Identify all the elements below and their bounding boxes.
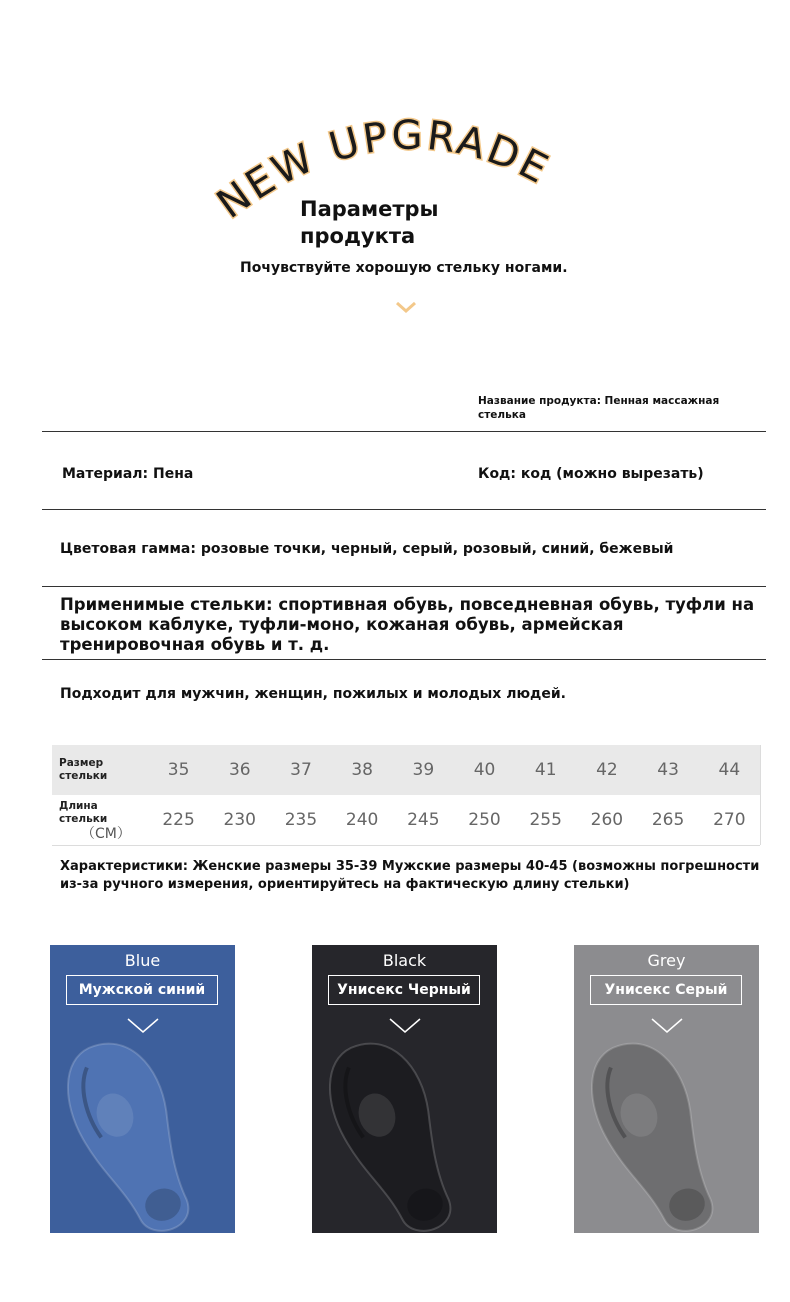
length-cell: 250: [454, 795, 515, 846]
divider: [42, 586, 766, 587]
notes-text: Характеристики: Женские размеры 35-39 Мужские размеры 40-45 (возможны погрешности из-за ручного измерения, ориентируйтесь на фактическую длину стельки): [60, 859, 760, 892]
divider: [42, 431, 766, 432]
divider: [42, 509, 766, 510]
applicable-text: Применимые стельки: спортивная обувь, повседневная обувь, туфли на высоком каблуке, туфли-моно, кожаная обувь, армейская тренировочная обувь и т. д.: [60, 595, 755, 654]
length-cell: 245: [393, 795, 454, 846]
divider: [42, 659, 766, 660]
size-table: [52, 745, 760, 846]
length-label: [52, 795, 148, 846]
color-label: Унисекс Серый: [590, 975, 742, 1005]
size-cell: 35: [148, 745, 209, 795]
insole-image: [312, 1030, 497, 1233]
size-cell: 40: [454, 745, 515, 795]
length-unit: （CM）: [81, 825, 131, 842]
color-label: Унисекс Черный: [328, 975, 480, 1005]
length-cell: 270: [699, 795, 760, 846]
color-label: Мужской синий: [66, 975, 218, 1005]
suitable-text: Подходит для мужчин, женщин, пожилых и молодых людей.: [60, 686, 566, 702]
size-cell: 36: [209, 745, 270, 795]
color-card-black: [312, 945, 497, 1233]
arc-title-text: NEW UPGRADE: [208, 112, 558, 228]
size-cell: 43: [638, 745, 699, 795]
length-cell: 240: [332, 795, 393, 846]
code-text: Код: код (можно вырезать): [478, 466, 704, 482]
insole-image: [574, 1030, 759, 1233]
length-cell: 265: [638, 795, 699, 846]
color-card-grey: [574, 945, 759, 1233]
color-range-text: Цветовая гамма: розовые точки, черный, серый, розовый, синий, бежевый: [60, 541, 674, 557]
page-title-line1: Параметры: [300, 197, 439, 221]
length-cell: 230: [209, 795, 270, 846]
insole-image: [50, 1030, 235, 1233]
chevron-down-icon: [395, 300, 417, 314]
length-cell: 235: [270, 795, 331, 846]
length-cell: 255: [515, 795, 576, 846]
page-subtitle: Почувствуйте хорошую стельку ногами.: [240, 260, 568, 276]
table-row-sizes: [52, 745, 760, 795]
color-name: Blue: [124, 951, 161, 970]
length-cell: 225: [148, 795, 209, 846]
size-cell: 42: [576, 745, 637, 795]
size-cell: 37: [270, 745, 331, 795]
color-card-blue: [50, 945, 235, 1233]
color-name: Grey: [647, 951, 686, 970]
material-text: Материал: Пена: [62, 466, 194, 482]
size-cell: 44: [699, 745, 760, 795]
size-label: Размер стельки: [52, 745, 148, 795]
size-cell: 38: [332, 745, 393, 795]
length-label-text: Длина стельки: [59, 799, 108, 825]
page-title: [300, 196, 439, 250]
color-name: Black: [382, 951, 427, 970]
page-title-line2: продукта: [300, 224, 416, 248]
size-cell: 39: [393, 745, 454, 795]
size-cell: 41: [515, 745, 576, 795]
length-cell: 260: [576, 795, 637, 846]
table-row-lengths: [52, 795, 760, 846]
product-name: Название продукта: Пенная массажная стелька: [478, 395, 720, 421]
